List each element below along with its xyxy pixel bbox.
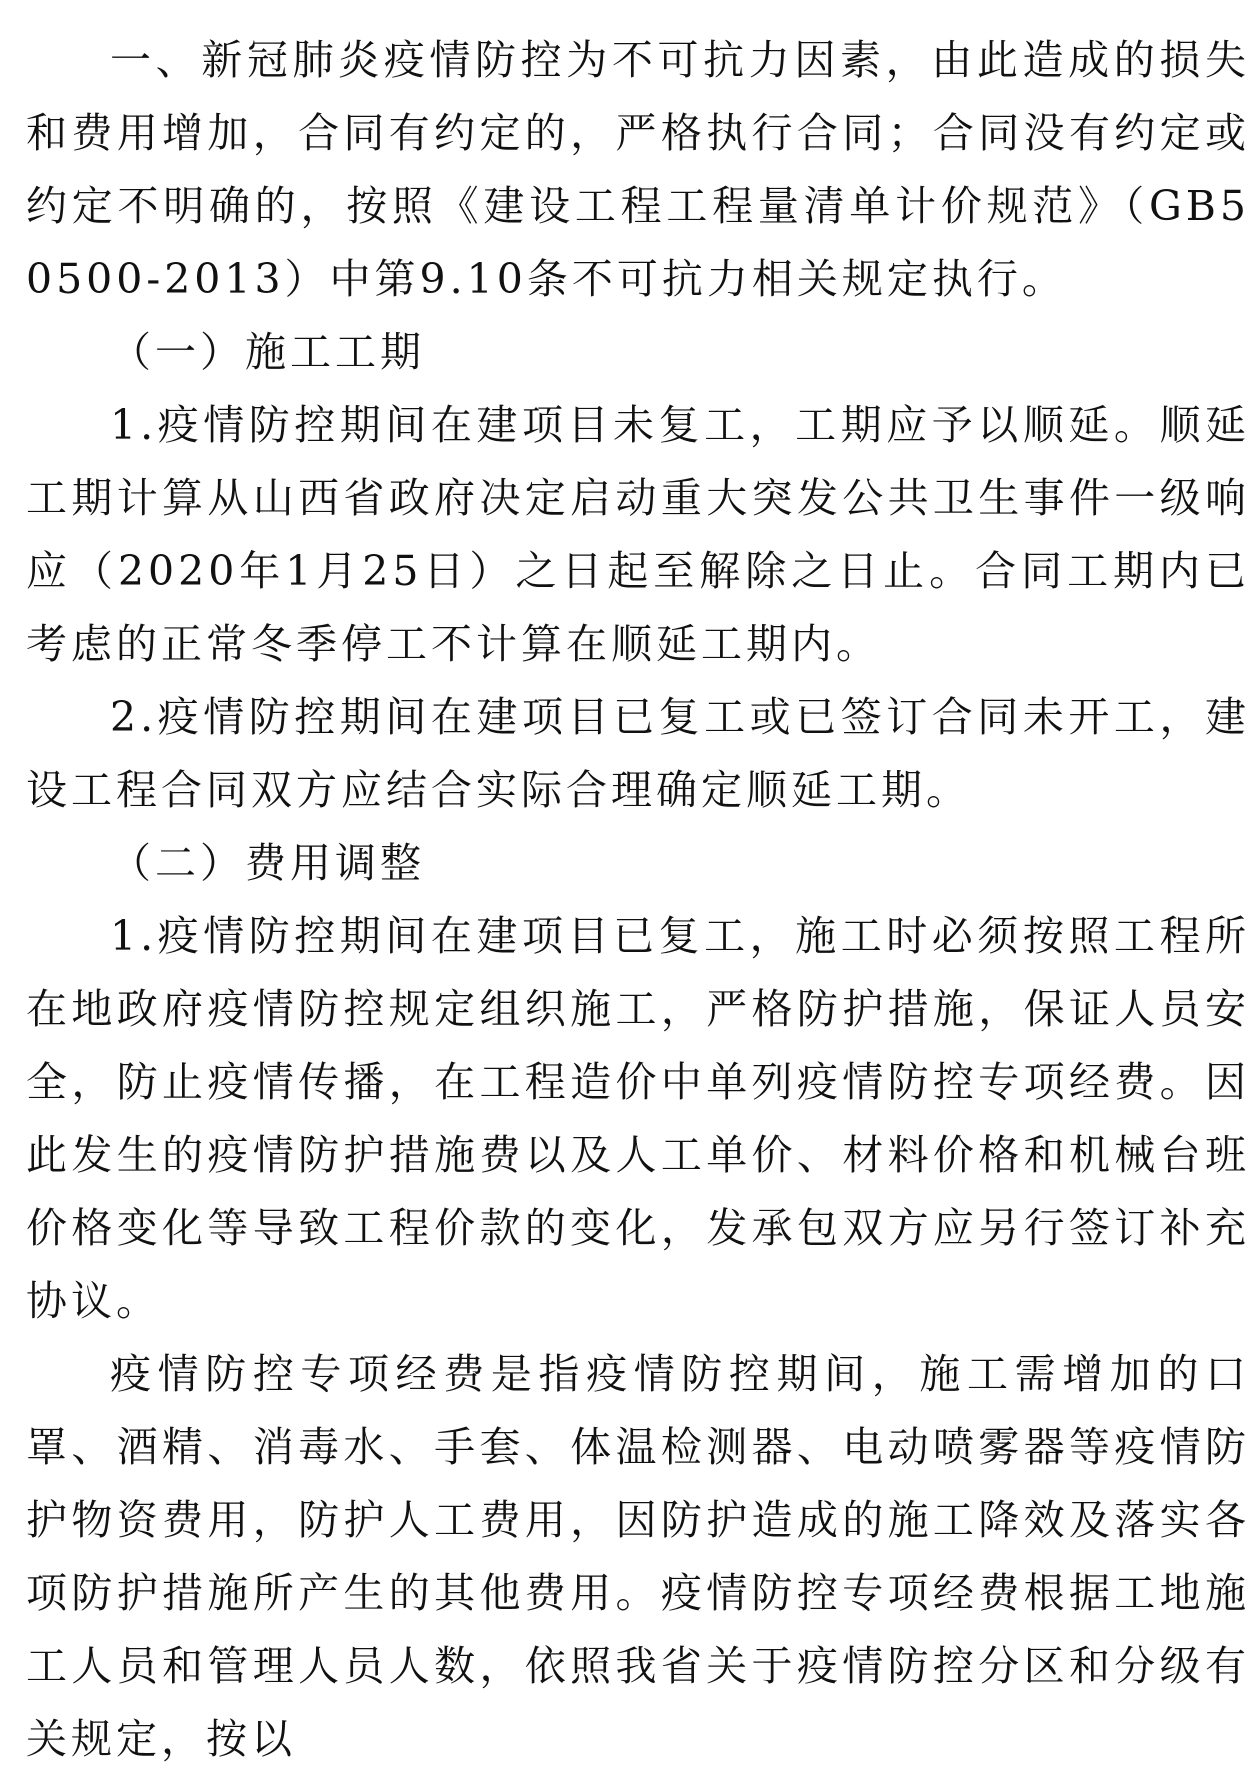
section-heading-cost-adjustment: （二）费用调整 <box>110 839 425 887</box>
paragraph-cost-item-1: 1.疫情防控期间在建项目已复工，施工时必须按照工程所在地政府疫情防控规定组织施工，严格防护措施，保证人员安全，防止疫情传播，在工程造价中单列疫情防控专项经费。因此发生的疫情防护措施费以及人工单价、材料价格和机械台班价格变化等导致工程价款的变化，发承包双方应另行签订补充协议。 <box>26 912 1250 1325</box>
paragraph-period-item-1: 1.疫情防控期间在建项目未复工，工期应予以顺延。顺延工期计算从山西省政府决定启动重大突发公共卫生事件一级响应（2020年1月25日）之日起至解除之日止。合同工期内已考虑的正常冬季停工不计算在顺延工期内。 <box>26 401 1250 668</box>
paragraph-force-majeure: 一、新冠肺炎疫情防控为不可抗力因素，由此造成的损失和费用增加，合同有约定的，严格执行合同；合同没有约定或约定不明确的，按照《建设工程工程量清单计价规范》（GB50500-2013）中第9.10条不可抗力相关规定执行。 <box>26 36 1250 303</box>
section-heading-construction-period: （一）施工工期 <box>110 328 425 376</box>
paragraph-special-fund: 疫情防控专项经费是指疫情防控期间，施工需增加的口罩、酒精、消毒水、手套、体温检测器、电动喷雾器等疫情防护物资费用，防护人工费用，因防护造成的施工降效及落实各项防护措施所产生的其他费用。疫情防控专项经费根据工地施工人员和管理人员人数，依照我省关于疫情防控分区和分级有关规定，按以 <box>26 1350 1250 1763</box>
paragraph-period-item-2: 2.疫情防控期间在建项目已复工或已签订合同未开工，建设工程合同双方应结合实际合理确定顺延工期。 <box>26 693 1250 814</box>
